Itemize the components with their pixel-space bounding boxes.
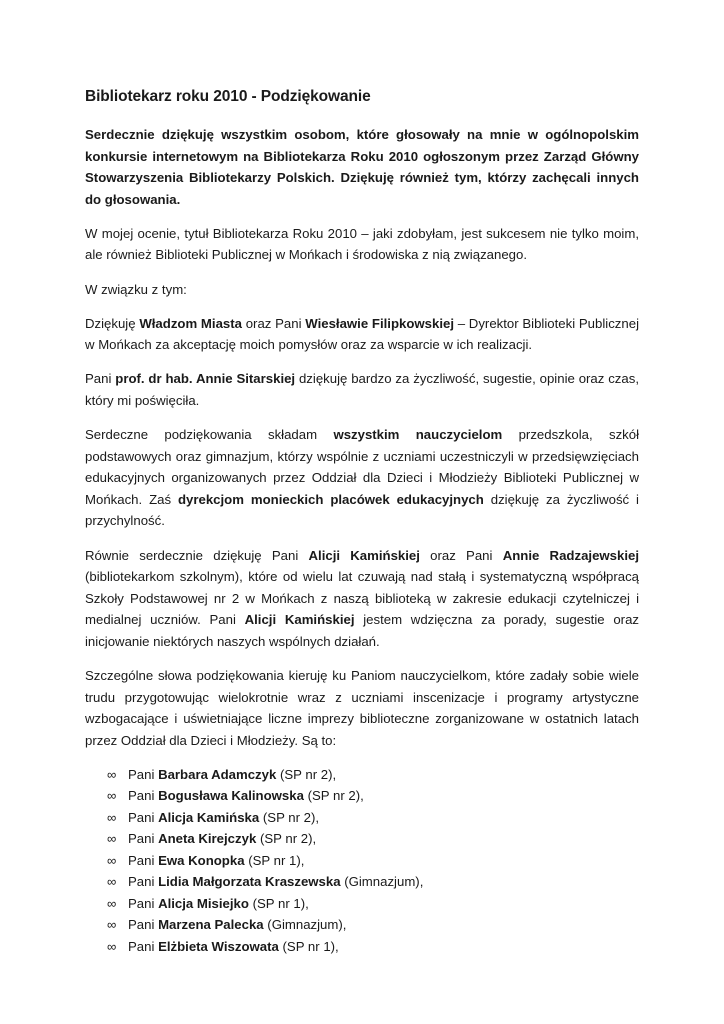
infinity-bullet-icon: ∞ [107, 874, 117, 890]
infinity-bullet-icon: ∞ [107, 938, 117, 954]
list-item: ∞ Pani Aneta Kirejczyk (SP nr 2), [107, 828, 639, 850]
infinity-bullet-icon: ∞ [107, 917, 117, 933]
paragraph-school-librarians: Równie serdecznie dziękuję Pani Alicji Kamińskiej oraz Pani Annie Radzajewskiej (bibliotekarkom szkolnym), które od wielu lat czuwają nad stałą i systematyczną współpracą Szkoły Podstawowej nr 2 w Mońkach z naszą biblioteką w zakresie edukacji czytelniczej i medialnej uczniów. Pani Alicji Kamińskiej jestem wdzięczna za porady, sugestie oraz inicjowanie niektórych naszych wspólnych działań. [85, 547, 639, 649]
paragraph-teachers: Serdeczne podziękowania składam wszystkim nauczycielom przedszkola, szkół podstawowych oraz gimnazjum, którzy wspólnie z uczniami uczestniczyli w przedsięwzięciach edukacyjnych organizowanych przez Oddział dla Dzieci i Młodzieży Biblioteki Publicznej w Mońkach. Zaś dyrekcjom monieckich placówek edukacyjnych dziękuję za życzliwość i przychylność. [85, 427, 640, 529]
infinity-bullet-icon: ∞ [107, 766, 117, 782]
list-item: ∞ Pani Bogusława Kalinowska (SP nr 2), [107, 785, 639, 807]
list-item: ∞ Pani Lidia Małgorzata Kraszewska (Gimnazjum), [107, 871, 639, 893]
paragraph-title-success: W mojej ocenie, tytuł Bibliotekarza Roku 2010 – jaki zdobyłam, jest sukcesem nie tylko moim, ale również Biblioteki Publicznej w Mońkach i środowiska z nią związanego. [85, 225, 639, 263]
infinity-bullet-icon: ∞ [107, 788, 117, 804]
paragraph-professor: Pani prof. dr hab. Annie Sitarskiej dziękuję bardzo za życzliwość, sugestie, opinie oraz czas, który mi poświęciła. [85, 371, 639, 408]
infinity-bullet-icon: ∞ [107, 852, 117, 868]
intro-paragraph: Serdecznie dziękuję wszystkim osobom, które głosowały na mnie w ogólnopolskim konkursie internetowym na Bibliotekarza Roku 2010 ogłoszonym przez Zarząd Główny Stowarzyszenia Bibliotekarzy Polskich. Dziękuję również tym, którzy zachęcali innych do głosowania. [85, 127, 639, 207]
list-item: ∞ Pani Marzena Palecka (Gimnazjum), [107, 914, 639, 936]
list-item: ∞ Pani Barbara Adamczyk (SP nr 2), [107, 764, 639, 786]
list-item: ∞ Pani Ewa Konopka (SP nr 1), [107, 850, 639, 872]
list-item: ∞ Pani Elżbieta Wiszowata (SP nr 1), [107, 936, 639, 958]
teachers-list [85, 764, 639, 958]
paragraph-city-authorities: Dziękuję Władzom Miasta oraz Pani Wiesławie Filipkowskiej – Dyrektor Biblioteki Publicznej w Mońkach za akceptację moich pomysłów oraz za wsparcie w ich realizacji. [85, 315, 639, 353]
infinity-bullet-icon: ∞ [107, 895, 117, 911]
list-item: ∞ Pani Alicja Misiejko (SP nr 1), [107, 893, 639, 915]
infinity-bullet-icon: ∞ [107, 831, 117, 847]
paragraph-therefore: W związku z tym: [85, 281, 187, 297]
infinity-bullet-icon: ∞ [107, 809, 117, 825]
paragraph-special-thanks: Szczególne słowa podziękowania kieruję ku Paniom nauczycielkom, które zadały sobie wiele trudu przygotowując wielokrotnie wraz z uczniami inscenizacje i programy artystyczne wzbogacające i uświetniające liczne imprezy biblioteczne zorganizowane w ostatnich latach przez Oddział dla Dzieci i Młodzieży. Są to: [85, 667, 639, 748]
document-page [85, 86, 639, 957]
document-title: Bibliotekarz roku 2010 - Podziękowanie [85, 88, 371, 105]
list-item: ∞ Pani Alicja Kamińska (SP nr 2), [107, 807, 639, 829]
